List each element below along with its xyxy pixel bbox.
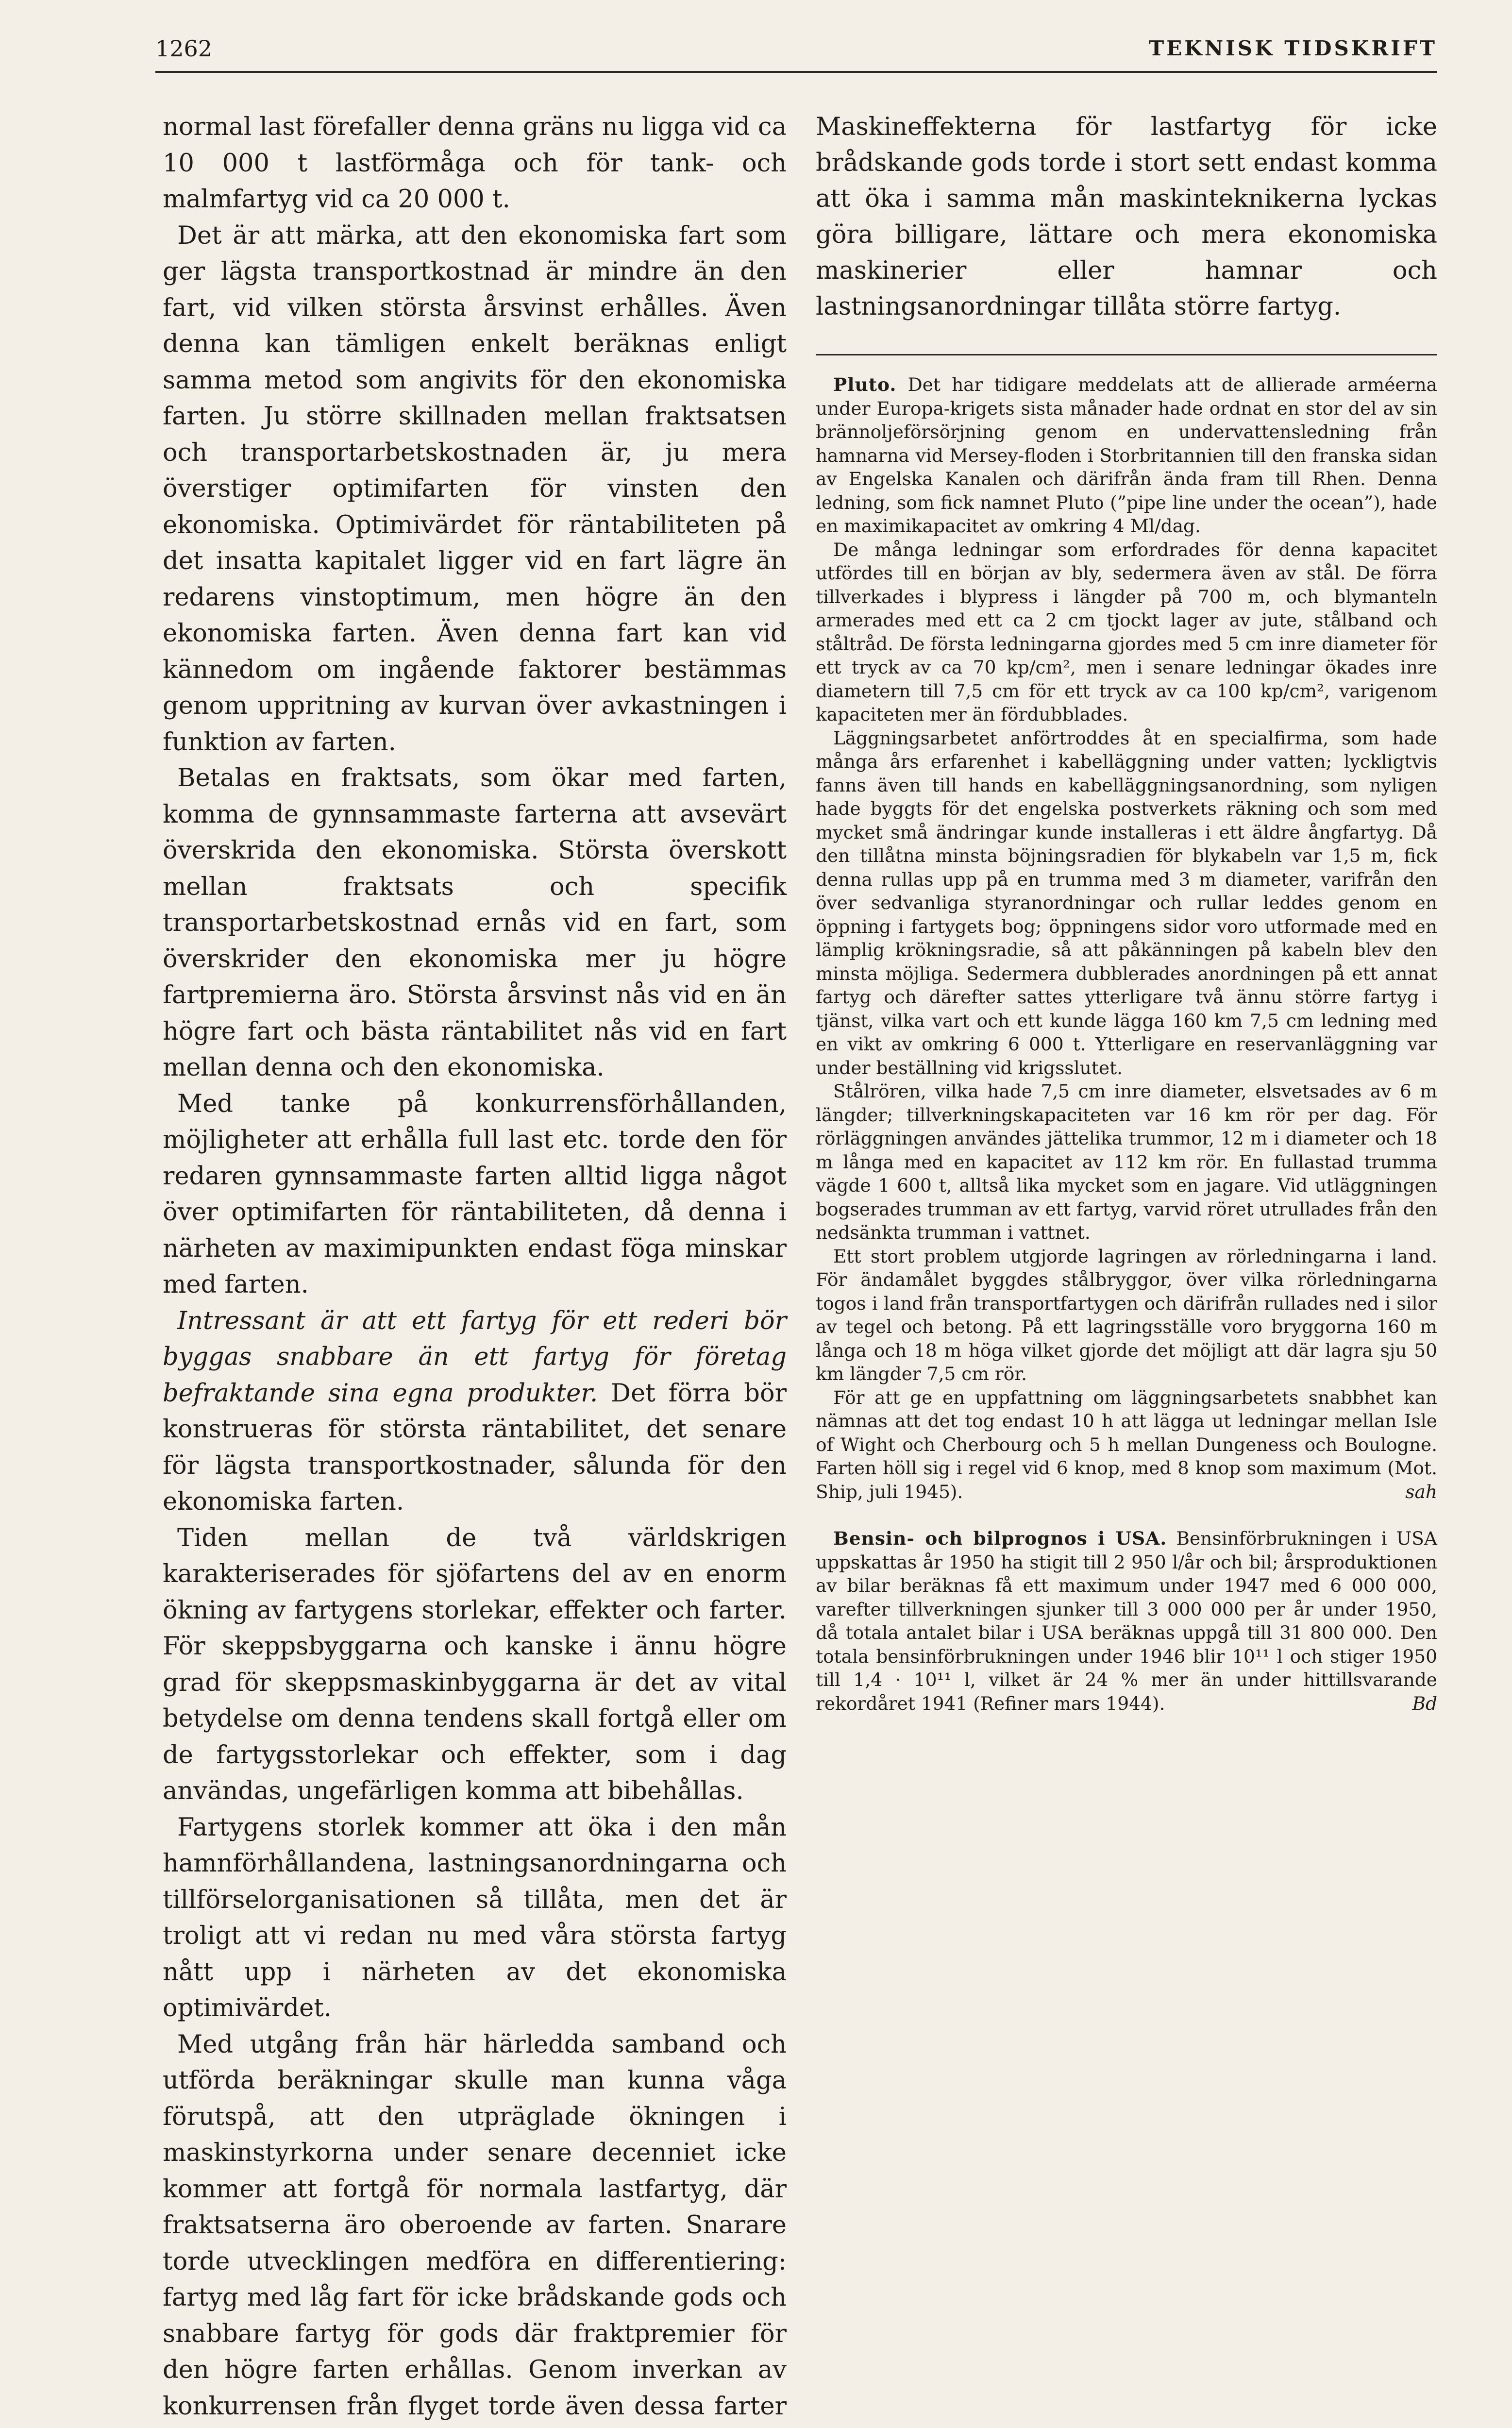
paragraph: Tiden mellan de två världskrigen karakteriserades för sjöfartens del av en enorm ökning av fartygens storlekar, effekter och farter. För skeppsbyggarna och kanske i ännu högre grad för skeppsmaskinbyggarna är det av vital betydelse om denna tendens skall fortgå eller om de fartygsstorlekar och effekter, som i dag användas, ungefärligen komma att bibehållas. — [163, 1520, 787, 1810]
paragraph: Maskineffekterna för lastfartyg för icke brådskande gods torde i stort sett endast komma att öka i samma mån maskinteknikerna lyckas göra billigare, lättare och mera ekonomiska maskinerier eller hamnar och lastningsanordningar tillåta större fartyg. — [816, 109, 1437, 325]
pluto-signature: sah — [1388, 1480, 1437, 1504]
paragraph: Det är att märka, att den ekonomiska fart som ger lägsta transportkostnad är mindre än den fart, vid vilken största årsvinst erhålles. Även denna kan tämligen enkelt beräknas enligt samma metod som angivits för den ekonomiska farten. Ju större skillnaden mellan fraktsatsen och transportarbetskostnaden är, ju mera överstiger optimifarten för vinsten den ekonomiska. Optimivärdet för räntabiliteten på det insatta kapitalet ligger vid en fart lägre än redarens vinstoptimum, men högre än den ekonomiska farten. Även denna fart kan vid kännedom om ingående faktorer bestämmas genom uppritning av kurvan över avkastningen i funktion av farten. — [163, 218, 787, 761]
page-header — [155, 29, 1437, 68]
section-divider — [816, 354, 1437, 355]
bensin-rubric: Bensin- och bilprognos i USA. — [833, 1528, 1167, 1549]
paragraph: Stålrören, vilka hade 7,5 cm inre diameter, elsvetsades av 6 m längder; tillverkningskapaciteten var 16 km rör per dag. För rörläggningen användes jättelika trummor, 12 m i diameter och 18 m långa med en kapacitet av 112 km rör. En fullastad trumma vägde 1 600 t, alltså lika mycket som en jagare. Vid utläggningen bogserades trumman av ett fartyg, varvid röret utrullades från den nedsänkta trumman i vattnet. — [816, 1079, 1437, 1245]
italic-paragraph — [163, 1303, 787, 1520]
italic-paragraph-tail: Det förra bör konstrueras för största räntabilitet, det senare för lägsta transportkostnader, sålunda för den ekonomiska farten. — [163, 1379, 787, 1517]
pluto-notice — [816, 373, 1437, 1503]
header-rule — [155, 71, 1437, 73]
journal-title: TEKNISK TIDSKRIFT — [1149, 29, 1437, 68]
bensin-paragraph — [816, 1527, 1437, 1715]
paragraph: Med tanke på konkurrensförhållanden, möjligheter att erhålla full last etc. torde den för redaren gynnsammaste farten alltid ligga något över optimifarten för räntabiliteten, då denna i närheten av maximipunkten endast föga minskar med farten. — [163, 1086, 787, 1303]
bensin-notice — [816, 1527, 1437, 1715]
pluto-lead-paragraph — [816, 373, 1437, 538]
bensin-signature: Bd — [1394, 1692, 1437, 1716]
paragraph: Fartygens storlek kommer att öka i den mån hamnförhållandena, lastningsanordningarna och tillförselorganisationen så tillåta, men det är troligt att vi redan nu med våra största fartyg nått upp i närheten av det ekonomiska optimivärdet. — [163, 1810, 787, 2027]
paragraph: Med utgång från här härledda samband och utförda beräkningar skulle man kunna våga förutspå, att den utpräglade ökningen i maskinstyrkorna under senare decenniet icke kommer att fortgå för normala lastfartyg, där fraktsatserna äro oberoende av farten. Snarare torde utvecklingen medföra en differentiering: fartyg med låg fart för icke brådskande gods och snabbare fartyg för gods där fraktpremier för den högre farten erhållas. Genom inverkan av konkurrensen från flyget torde även dessa farter — [163, 2027, 787, 2428]
pluto-last-text: För att ge en uppfattning om läggningsarbetets snabbhet kan nämnas att det tog endast 10 h att lägga ut ledningar mellan Isle of Wight och Cherbourg och 5 h mellan Dungeness och Boulogne. Farten höll sig i regel vid 6 knop, med 8 knop som maximum (Mot. Ship, juli 1945). — [816, 1387, 1437, 1502]
paragraph: De många ledningar som erfordrades för denna kapacitet utfördes till en början av bly, sedermera även av stål. De förra tillverkades i blypress i längder på 700 m, och blymanteln armerades med ett ca 2 cm tjockt lager av jute, stålband och ståltråd. De första ledningarna gjordes med 5 cm inre diameter för ett tryck av ca 70 kp/cm², men i senare ledningar ökades inre diametern till 7,5 cm för ett tryck av ca 100 kp/cm², varigenom kapaciteten mer än fördubblades. — [816, 538, 1437, 726]
pluto-last-paragraph — [816, 1386, 1437, 1504]
page-number: 1262 — [155, 29, 212, 68]
paragraph: Läggningsarbetet anförtroddes åt en specialfirma, som hade många års erfarenhet i kabelläggning under vatten; lyckligtvis fanns även till hands en kabelläggningsanordning, som nyligen hade byggts för det engelska postverkets räkning och som med mycket små ändringar kunde installeras i ett äldre ångfartyg. Då den tillåtna minsta böjningsradien för blykabeln var 1,5 m, fick denna rullas upp på en trumma med 3 m diameter, varifrån den över sedvanliga styranordningar och rullar leddes genom en öppning i fartygets bog; öppningens sidor voro utformade med en lämplig krökningsradie, så att påkänningen på kabeln blev den minsta möjliga. Sedermera dubblerades anordningen på ett annat fartyg och därefter sattes ytterligare två ännu större fartyg i tjänst, vilka vart och ett kunde lägga 160 km 7,5 cm ledning med en vikt av omkring 6 000 t. Ytterligare en reservanläggning var under beställning vid krigsslutet. — [816, 726, 1437, 1080]
right-column — [816, 109, 1437, 1715]
bensin-text: Bensinförbrukningen i USA uppskattas år 1950 ha stigit till 2 950 l/år och bil; årsproduktionen av bilar beräknas få ett maximum under 1947 med 6 000 000, varefter tillverkningen sjunker till 3 000 000 per år under 1950, då totala antalet bilar i USA beräknas uppgå till 31 800 000. Den totala bensinförbrukningen under 1946 blir 10¹¹ l och stiger 1950 till 1,4 · 10¹¹ l, vilket är 24 % mer än under hittillsvarande rekordåret 1941 (Refiner mars 1944). — [816, 1528, 1437, 1714]
pluto-lead-text: Det har tidigare meddelats att de allierade arméerna under Europa-krigets sista månader hade ordnat en stor del av sin brännoljeförsörjning genom en undervattensledning från hamnarna vid Mersey-floden i Storbritannien till den franska sidan av Engelska Kanalen och därifrån ända fram till Rhen. Denna ledning, som fick namnet Pluto (”pipe line under the ocean”), hade en maximikapacitet av omkring 4 Ml/dag. — [816, 374, 1437, 537]
paragraph: normal last förefaller denna gräns nu ligga vid ca 10 000 t lastförmåga och för tank- och malmfartyg vid ca 20 000 t. — [163, 109, 787, 218]
left-column — [163, 109, 787, 2428]
italic-statement: Intressant är att ett fartyg för ett rederi bör byggas snabbare än ett fartyg för företag befraktande sina egna produkter. — [163, 1307, 787, 1408]
paragraph: Ett stort problem utgjorde lagringen av rörledningarna i land. För ändamålet byggdes stålbryggor, över vilka rörledningarna togos i land från transportfartygen och därifrån rullades ned i silor av tegel och betong. På ett lagringsställe voro bryggorna 160 m långa och 18 m höga vilket gjorde det möjligt att där lagra sju 50 km längder 7,5 cm rör. — [816, 1245, 1437, 1386]
paragraph: Betalas en fraktsats, som ökar med farten, komma de gynnsammaste farterna att avsevärt överskrida den ekonomiska. Största överskott mellan fraktsats och specifik transportarbetskostnad ernås vid en fart, som överskrider den ekonomiska mer ju högre fartpremierna äro. Största årsvinst nås vid en än högre fart och bästa räntabilitet nås vid en fart mellan denna och den ekonomiska. — [163, 760, 787, 1086]
pluto-rubric: Pluto. — [833, 374, 896, 395]
